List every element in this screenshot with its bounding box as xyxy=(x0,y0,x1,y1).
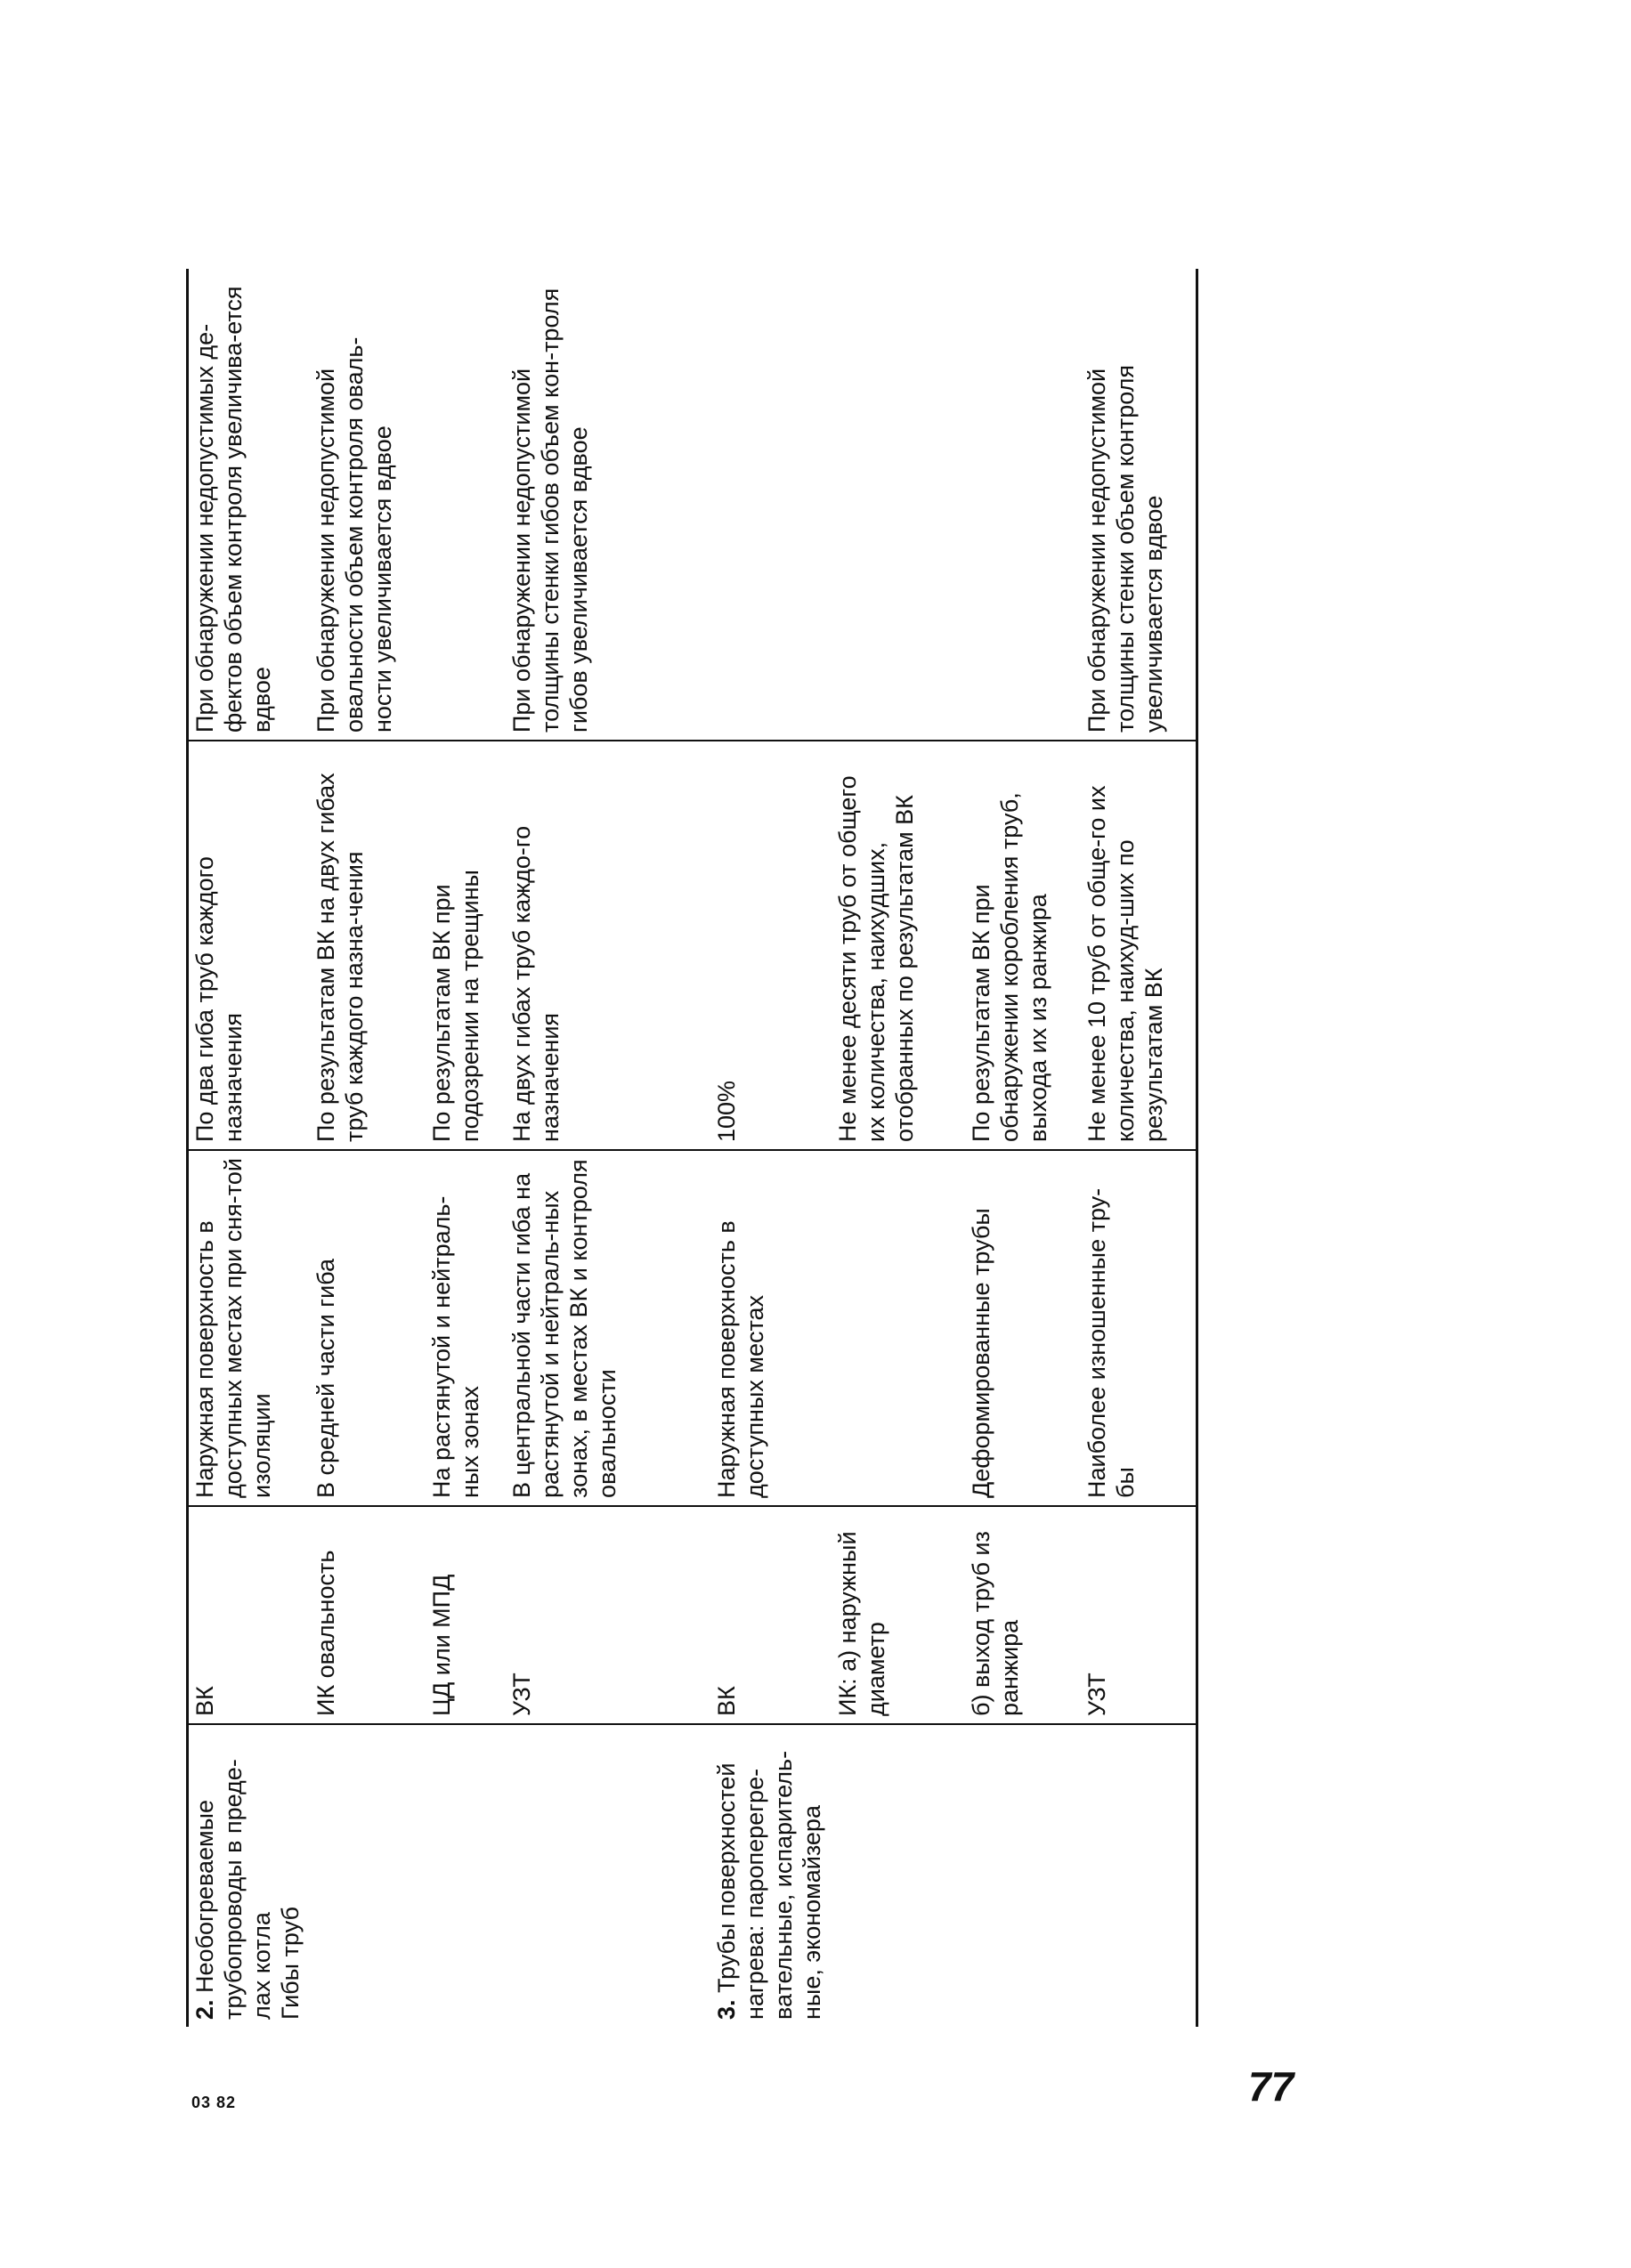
table-row xyxy=(1081,269,1197,2027)
note-cell: При обнаружении недопустимой толщины стенки гибов объем кон-троля гибов увеличивается вдвое xyxy=(506,269,710,741)
object-cell xyxy=(1081,1724,1197,2027)
page-number: 77 xyxy=(1248,2063,1294,2110)
volume-cell: По результатам ВК при подозрении на трещины xyxy=(426,741,506,1150)
method-cell: б) выход труб из ранжира xyxy=(965,1506,1081,1724)
method-cell: ИК овальность xyxy=(310,1506,426,1724)
note-cell: При обнаружении недопустимых де-фектов объем контроля увеличива-ется вдвое xyxy=(188,269,311,741)
object-cell xyxy=(710,1724,832,2027)
table-row xyxy=(188,269,311,2027)
note-cell xyxy=(832,269,965,741)
zone-cell xyxy=(832,1150,965,1506)
object-cell xyxy=(965,1724,1081,2027)
volume-cell: По результатам ВК при обнаружении коробления труб, выхода их из ранжира xyxy=(965,741,1081,1150)
section-number: 3. xyxy=(713,1999,740,2020)
method-cell: ЦД или МПД xyxy=(426,1506,506,1724)
volume-cell: Не менее 10 труб от обще-го их количества, наихуд-ших по результатам ВК xyxy=(1081,741,1197,1150)
zone-cell: Деформированные трубы xyxy=(965,1150,1081,1506)
table-row xyxy=(426,269,506,2027)
method-cell: ИК: а) наружный диаметр xyxy=(832,1506,965,1724)
inspection-table-frame xyxy=(186,269,1343,2027)
zone-cell: Наружная поверхность в доступных местах xyxy=(710,1150,832,1506)
inspection-table-rotated xyxy=(186,269,1343,2027)
note-cell: При обнаружении недопустимой толщины стенки объем контроля увеличивается вдвое xyxy=(1081,269,1197,741)
volume-cell: По результатам ВК на двух гибах труб каждого назна-чения xyxy=(310,741,426,1150)
zone-cell: Наружная поверхность в доступных местах при сня-той изоляции xyxy=(188,1150,311,1506)
object-subitem: Гибы труб xyxy=(277,1907,304,2020)
zone-cell: На растянутой и нейтраль-ных зонах xyxy=(426,1150,506,1506)
object-cell xyxy=(426,1724,506,2027)
table-row xyxy=(310,269,426,2027)
object-name: Трубы поверхностей нагрева: пароперегре-вательные, испаритель-ные, экономайзера xyxy=(713,1750,825,2020)
table-row xyxy=(506,269,710,2027)
volume-cell: Не менее десяти труб от общего их количества, наихудших, отобранных по результатам ВК xyxy=(832,741,965,1150)
note-cell xyxy=(965,269,1081,741)
object-name: Необогреваемые трубопроводы в преде-лах котла xyxy=(191,1759,275,2020)
zone-cell: В центральной части гиба на растянутой и нейтраль-ных зонах, в местах ВК и контроля овальности xyxy=(506,1150,710,1506)
note-cell xyxy=(426,269,506,741)
inspection-table xyxy=(186,269,1198,2027)
table-row xyxy=(832,269,965,2027)
volume-cell: На двух гибах труб каждо-го назначения xyxy=(506,741,710,1150)
method-cell: УЗТ xyxy=(1081,1506,1197,1724)
zone-cell: В средней части гиба xyxy=(310,1150,426,1506)
method-cell: ВК xyxy=(710,1506,832,1724)
method-cell: УЗТ xyxy=(506,1506,710,1724)
zone-cell: Наиболее изношенные тру-бы xyxy=(1081,1150,1197,1506)
table-row xyxy=(965,269,1081,2027)
object-cell xyxy=(310,1724,426,2027)
object-cell xyxy=(188,1724,311,2027)
note-cell: При обнаружении недопустимой овальности объем контроля оваль-ности увеличивается вдвое xyxy=(310,269,426,741)
page-code: 03 82 xyxy=(191,2094,237,2111)
table-row xyxy=(710,269,832,2027)
volume-cell: По два гиба труб каждого назначения xyxy=(188,741,311,1150)
note-cell xyxy=(710,269,832,741)
object-cell xyxy=(506,1724,710,2027)
object-cell xyxy=(832,1724,965,2027)
volume-cell: 100% xyxy=(710,741,832,1150)
method-cell: ВК xyxy=(188,1506,311,1724)
section-number: 2. xyxy=(191,1999,218,2020)
